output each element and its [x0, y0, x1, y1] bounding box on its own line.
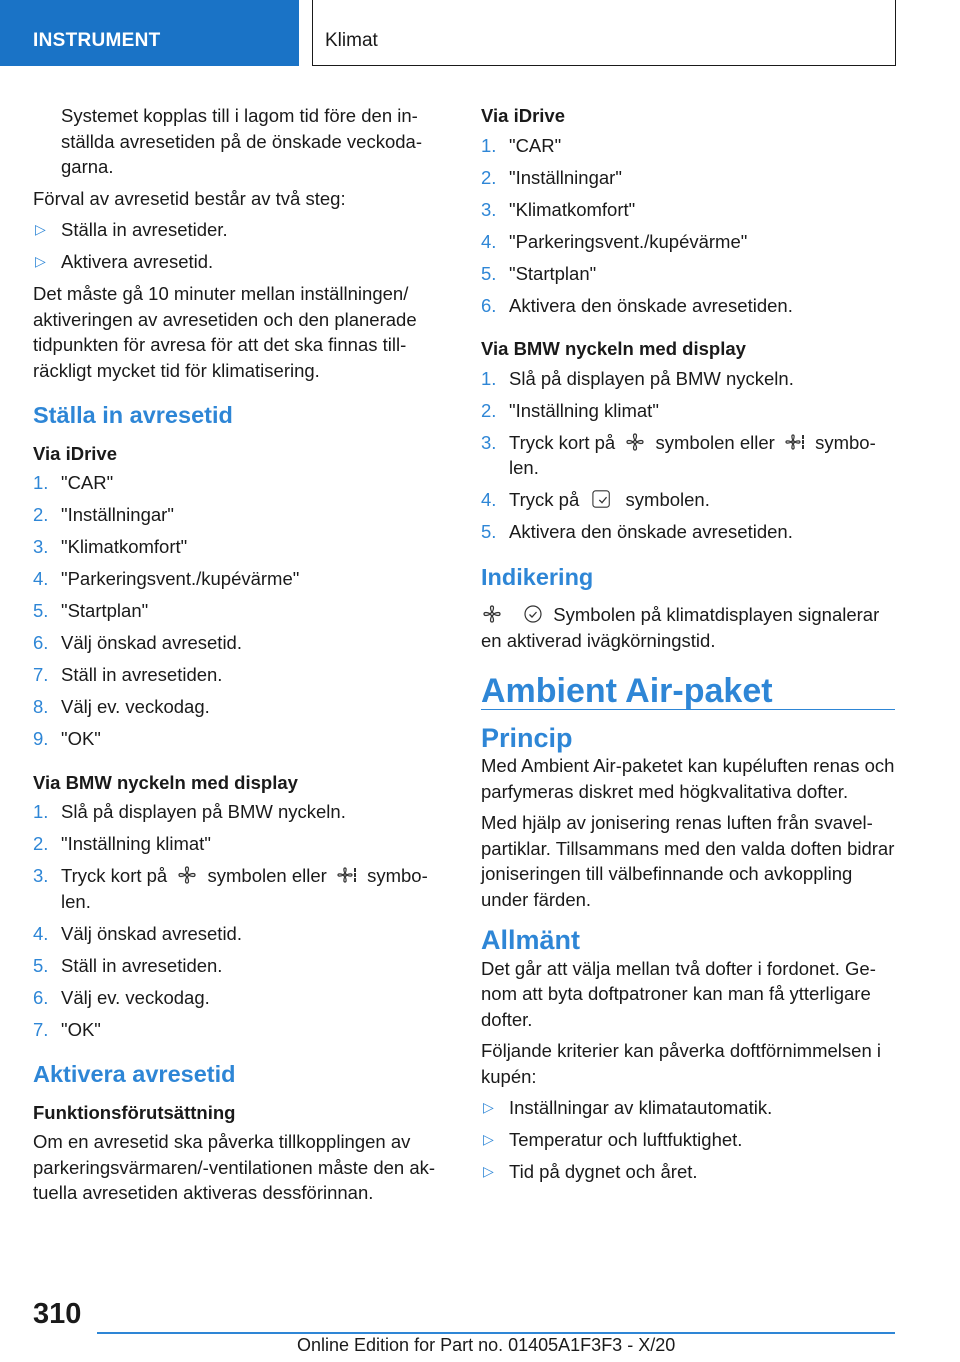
chapter-heading: Ambient Air-paket	[481, 679, 895, 710]
list-item: ▷ Temperatur och luftfuktighet.	[481, 1127, 895, 1153]
intro-continuation: Systemet kopplas till i lagom tid före den inställda avresetiden på de önskade veckodagarna.	[61, 105, 422, 177]
list-item: 4. Tryck på symbolen.	[481, 489, 710, 510]
list-item: ▷ Ställa in avresetider.	[33, 217, 448, 243]
check-circle-icon	[522, 604, 544, 624]
bullet-list	[481, 1095, 895, 1185]
list-item: 7. "OK"	[33, 1018, 101, 1040]
paragraph: Följande kriterier kan påverka doftförnimmelsen i kupén:	[481, 1040, 881, 1087]
list-item: 6. Välj ev. veckodag.	[33, 986, 210, 1008]
list-item: 1. "CAR"	[481, 134, 562, 156]
section-heading: Ställa in avresetid	[33, 402, 233, 428]
fan-icon	[481, 604, 503, 624]
list-item: 5. "Startplan"	[481, 262, 597, 284]
triangle-bullet-icon: ▷	[35, 253, 46, 269]
list-item: 3. Tryck kort på symbolen eller symbolen.	[33, 865, 428, 912]
right-column	[481, 103, 895, 1191]
list-item: 4. "Parkeringsvent./kupévärme"	[481, 230, 748, 252]
fan-bars-icon	[784, 432, 806, 452]
section-heading: Allmänt	[481, 925, 581, 955]
header-chapter-box	[312, 0, 896, 66]
triangle-bullet-icon: ▷	[483, 1131, 494, 1147]
paragraph: Med Ambient Air-paketet kan kupéluften renas och parfymeras diskret med högkvalitativa dofter.	[481, 755, 895, 802]
timer-icon	[588, 489, 616, 509]
page-number: 310	[33, 1298, 82, 1330]
list-item: 5. "Startplan"	[33, 600, 149, 621]
list-item: 3. "Klimatkomfort"	[33, 536, 188, 557]
footer-edition: Online Edition for Part no. 01405A1F3F3 - X/20	[297, 1335, 676, 1355]
header-section-label: INSTRUMENT	[33, 30, 161, 51]
list-item: 2. "Inställningar"	[33, 504, 174, 525]
triangle-bullet-icon: ▷	[483, 1163, 494, 1179]
triangle-bullet-icon: ▷	[483, 1099, 494, 1115]
list-item: 8. Välj ev. veckodag.	[33, 696, 210, 717]
header-section-tab	[0, 0, 299, 66]
subheading: Via iDrive	[481, 105, 565, 126]
idrive-steps	[481, 133, 895, 319]
list-item: 6. Aktivera den önskade avresetiden.	[481, 294, 793, 316]
list-item: 1. Slå på displayen på BMW nyckeln.	[481, 367, 794, 389]
bullet-list	[33, 217, 448, 275]
subheading: Via iDrive	[33, 442, 117, 464]
triangle-bullet-icon: ▷	[35, 221, 46, 237]
list-item: 2. "Inställningar"	[481, 166, 622, 188]
list-item: ▷ Tid på dygnet och året.	[481, 1159, 895, 1185]
paragraph: Det måste gå 10 minuter mellan inställningen/ aktiveringen av avresetiden och den planerade tidpunkten för avresa för att det ska finnas tillräckligt mycket tid för klimatisering.	[33, 283, 417, 381]
idrive-steps	[33, 470, 448, 752]
list-item: 3. Tryck kort på symbolen eller symbolen.	[481, 431, 876, 478]
fan-icon	[624, 432, 646, 452]
list-item: 6. Välj önskad avresetid.	[33, 632, 242, 653]
subheading: Via BMW nyckeln med display	[481, 338, 746, 359]
list-item: 1. Slå på displayen på BMW nyckeln.	[33, 801, 346, 822]
key-steps	[33, 799, 448, 1042]
list-item: 2. "Inställning klimat"	[33, 833, 211, 854]
paragraph: Om en avresetid ska påverka tillkopplingen av parkeringsvärmaren/-ventilationen måste den aktuella avresetiden aktiveras dessförinnan.	[33, 1131, 436, 1203]
list-item: 5. Aktivera den önskade avresetiden.	[481, 521, 793, 542]
section-heading: Aktivera avresetid	[33, 1061, 236, 1087]
section-heading: Indikering	[481, 563, 594, 590]
subheading: Via BMW nyckeln med display	[33, 771, 298, 793]
list-item: ▷ Inställningar av klimatautomatik.	[481, 1095, 895, 1121]
fan-bars-icon	[336, 865, 358, 885]
list-item: 4. Välj önskad avresetid.	[33, 922, 242, 944]
paragraph: Förval av avresetid består av två steg:	[33, 187, 346, 209]
list-item: ▷ Aktivera avresetid.	[33, 249, 448, 275]
paragraph: Med hjälp av jonisering renas luften från svavelpartiklar. Tillsammans med den valda doften bidrar joniseringen till välbefinnande och avkoppling under färden.	[481, 812, 895, 910]
header-chapter-label: Klimat	[325, 30, 378, 51]
list-item: 1. "CAR"	[33, 472, 114, 493]
section-heading: Princip	[481, 722, 573, 753]
paragraph: Det går att välja mellan två dofter i fordonet. Genom att byta doftpatroner kan man få ytterligare dofter.	[481, 957, 876, 1030]
list-item: 9. "OK"	[33, 728, 101, 749]
list-item: 2. "Inställning klimat"	[481, 399, 659, 421]
list-item: 3. "Klimatkomfort"	[481, 198, 636, 220]
list-item: 7. Ställ in avresetiden.	[33, 664, 223, 685]
subheading: Funktionsförutsättning	[33, 1101, 236, 1123]
list-item: 4. "Parkeringsvent./kupévärme"	[33, 568, 300, 589]
fan-icon	[176, 865, 198, 885]
list-item: 5. Ställ in avresetiden.	[33, 954, 223, 976]
key-steps	[481, 366, 895, 545]
indicator-paragraph: Symbolen på klimatdisplayen signalerar en aktiverad ivägkörningstid.	[481, 604, 880, 651]
footer-divider	[97, 1332, 895, 1334]
left-column	[33, 103, 448, 1212]
